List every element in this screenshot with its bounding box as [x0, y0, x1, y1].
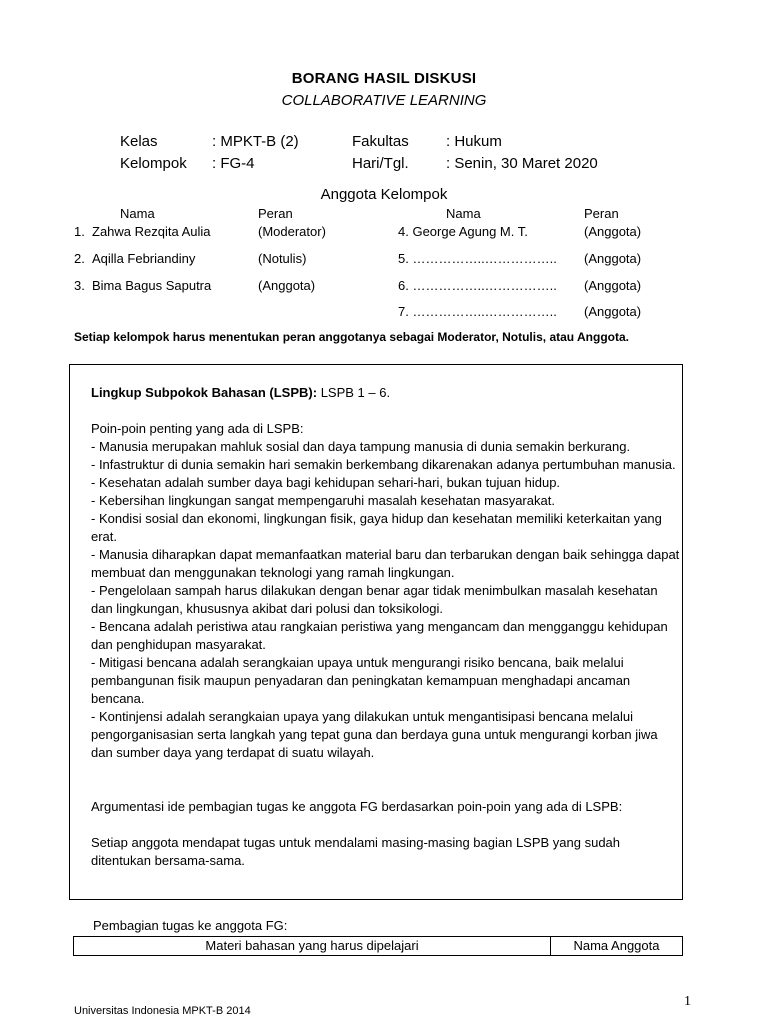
- hari-value: : Senin, 30 Maret 2020: [446, 155, 598, 172]
- member-name: Bima Bagus Saputra: [92, 278, 212, 293]
- member-name: Zahwa Rezqita Aulia: [92, 224, 211, 239]
- point-item: - Kesehatan adalah sumber daya bagi kehidupan sehari-hari, bukan tujuan hidup.: [91, 475, 561, 490]
- point-item: - Manusia merupakan mahluk sosial dan daya tampung manusia di dunia semakin berkurang.: [91, 439, 631, 454]
- member-name: 4. George Agung M. T.: [398, 224, 528, 239]
- member-name: 5. ……………..……………..: [398, 251, 557, 266]
- member-name: 7. ……………..……………..: [398, 304, 557, 319]
- point-item: - Kebersihan lingkungan sangat mempengaruhi masalah kesehatan masyarakat.: [91, 493, 555, 508]
- hari-label: Hari/Tgl.: [352, 155, 409, 172]
- points-heading: Poin-poin penting yang ada di LSPB:: [91, 421, 304, 436]
- lspb-label: Lingkup Subpokok Bahasan (LSPB):: [91, 385, 318, 400]
- point-item: - Bencana adalah peristiwa atau rangkaian peristiwa yang mengancam dan mengganggu kehidupan dan penghidupan masyarakat.: [91, 619, 668, 652]
- point-item: - Kontinjensi adalah serangkaian upaya yang dilakukan untuk mengantisipasi bencana melalui pengorganisasian serta langkah yang tepat guna dan berdaya guna untuk mengurangi korban jiwa dan sumber daya yang terdapat di suatu wilayah.: [91, 709, 658, 760]
- lspb-value: LSPB 1 – 6.: [317, 385, 391, 400]
- member-name: 6. ……………..……………..: [398, 278, 557, 293]
- member-role: (Moderator): [258, 224, 326, 239]
- members-heading: Anggota Kelompok: [320, 186, 448, 203]
- col-name-right: Nama: [446, 206, 481, 221]
- task-column-member: Nama Anggota: [573, 938, 660, 953]
- member-role: (Anggota): [584, 251, 642, 266]
- discussion-content: [91, 384, 681, 870]
- argument-heading: Argumentasi ide pembagian tugas ke anggota FG berdasarkan poin-poin yang ada di LSPB:: [91, 799, 623, 814]
- fakultas-value: : Hukum: [446, 133, 502, 150]
- footer-text: Universitas Indonesia MPKT-B 2014: [74, 1005, 251, 1017]
- kelompok-value: : FG-4: [212, 155, 255, 172]
- col-name-left: Nama: [120, 206, 155, 221]
- task-table: [73, 936, 683, 956]
- member-number: 1.: [74, 224, 85, 239]
- member-role: (Anggota): [584, 224, 642, 239]
- kelas-value: : MPKT-B (2): [212, 133, 299, 150]
- member-number: 2.: [74, 251, 85, 266]
- kelompok-label: Kelompok: [120, 155, 187, 172]
- page-number: 1: [684, 994, 691, 1009]
- member-name: Aqilla Febriandiny: [92, 251, 196, 266]
- col-role-right: Peran: [584, 206, 619, 221]
- member-number: 3.: [74, 278, 85, 293]
- kelas-label: Kelas: [120, 133, 158, 150]
- member-role: (Anggota): [258, 278, 316, 293]
- point-item: - Mitigasi bencana adalah serangkaian upaya untuk mengurangi risiko bencana, baik melalui pembangunan fisik maupun penyadaran dan peningkatan kemampuan menghadapi ancaman bencana.: [91, 655, 631, 706]
- member-role: (Notulis): [258, 251, 307, 266]
- role-note: Setiap kelompok harus menentukan peran anggotanya sebagai Moderator, Notulis, atau Anggota.: [74, 330, 629, 344]
- task-column-material: Materi bahasan yang harus dipelajari: [74, 937, 551, 955]
- point-item: - Manusia diharapkan dapat memanfaatkan material baru dan terbarukan dengan baik sehingga dapat membuat dan menggunakan teknologi yang ramah lingkungan.: [91, 547, 680, 580]
- point-item: - Pengelolaan sampah harus dilakukan dengan benar agar tidak menimbulkan masalah kesehatan dan lingkungan, khususnya akibat dari polusi dan toksikologi.: [91, 583, 658, 616]
- argument-text: Setiap anggota mendapat tugas untuk mendalami masing-masing bagian LSPB yang sudah ditentukan bersama-sama.: [91, 835, 621, 868]
- page-subtitle: COLLABORATIVE LEARNING: [281, 92, 487, 109]
- fakultas-label: Fakultas: [352, 133, 409, 150]
- member-role: (Anggota): [584, 278, 642, 293]
- tasks-label: Pembagian tugas ke anggota FG:: [93, 918, 288, 933]
- col-role-left: Peran: [258, 206, 293, 221]
- lspb-line: [91, 384, 681, 402]
- member-role: (Anggota): [584, 304, 642, 319]
- point-item: - Infastruktur di dunia semakin hari semakin berkembang dikarenakan adanya pertumbuhan manusia.: [91, 457, 676, 472]
- page-title: BORANG HASIL DISKUSI: [291, 70, 477, 87]
- point-item: - Kondisi sosial dan ekonomi, lingkungan fisik, gaya hidup dan kesehatan memiliki keterkaitan yang erat.: [91, 511, 662, 544]
